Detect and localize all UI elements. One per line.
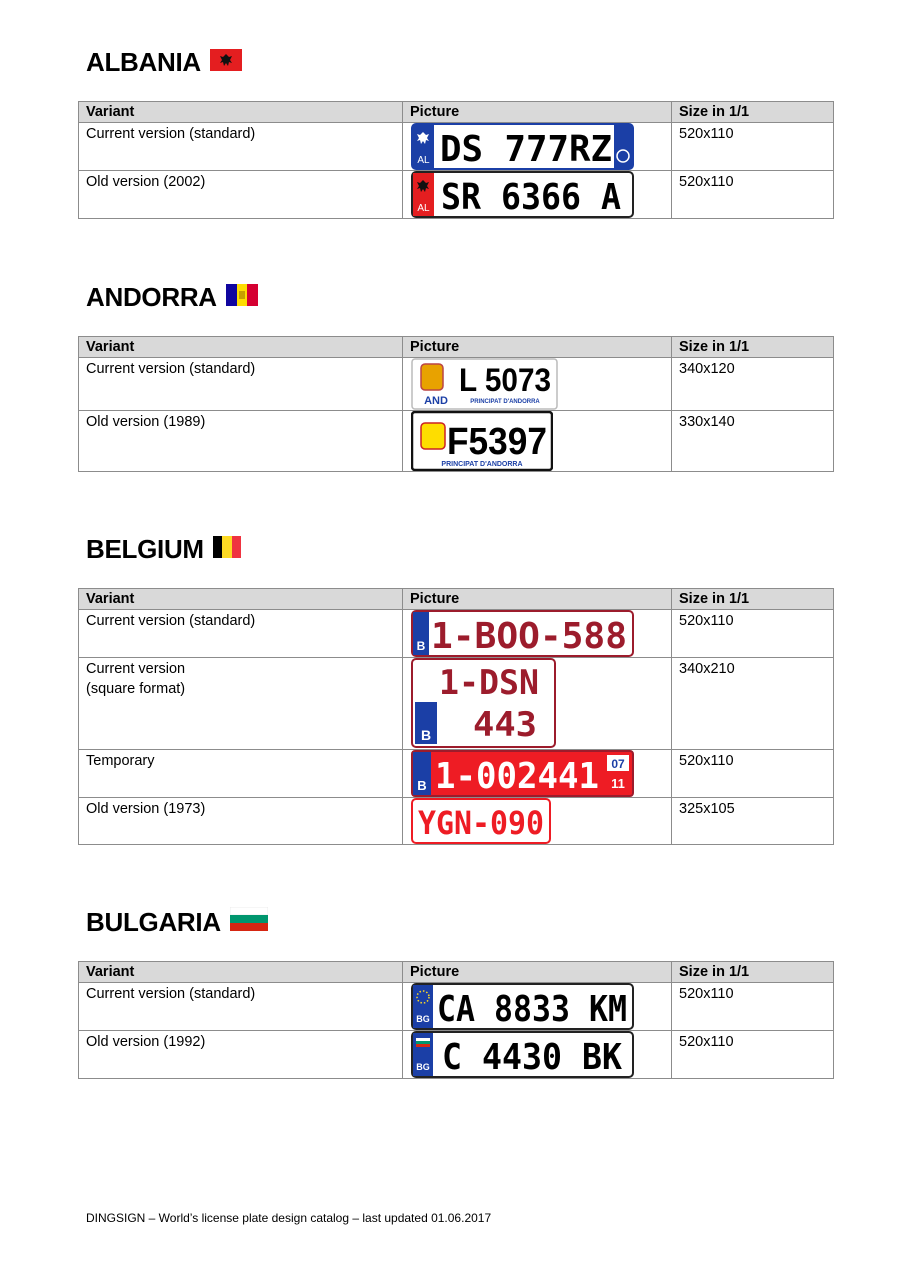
size-cell: 520x110 bbox=[672, 983, 834, 1031]
heading-bulgaria bbox=[86, 906, 833, 938]
plate-number: 1-BOO-588 bbox=[431, 616, 627, 657]
plates-table bbox=[78, 336, 834, 472]
table-header-row bbox=[79, 337, 834, 358]
header-variant: Variant bbox=[79, 589, 403, 610]
picture-cell bbox=[403, 983, 672, 1031]
license-plate-image bbox=[411, 983, 634, 1030]
header-size: Size in 1/1 bbox=[672, 962, 834, 983]
picture-cell bbox=[403, 750, 672, 798]
picture-cell bbox=[403, 171, 672, 219]
plate-badge: AL bbox=[417, 155, 430, 166]
plate-number: C 4430 BK bbox=[442, 1037, 623, 1078]
plate-badge: BG bbox=[416, 1062, 430, 1072]
header-picture: Picture bbox=[403, 589, 672, 610]
sticker-bottom: 11 bbox=[611, 776, 625, 791]
plate-badge: BG bbox=[416, 1014, 430, 1024]
picture-cell bbox=[403, 610, 672, 658]
country-title: ANDORRA bbox=[86, 281, 217, 312]
section-albania bbox=[78, 46, 833, 219]
variant-cell: Current version (standard) bbox=[79, 983, 403, 1031]
license-plate-image bbox=[411, 123, 634, 170]
size-cell: 520x110 bbox=[672, 750, 834, 798]
size-cell: 330x140 bbox=[672, 411, 834, 472]
table-row bbox=[79, 798, 834, 845]
license-plate-image bbox=[411, 798, 551, 844]
belgium-flag-icon bbox=[213, 534, 241, 565]
plate-badge: B bbox=[417, 778, 427, 793]
header-size: Size in 1/1 bbox=[672, 102, 834, 123]
plates-table bbox=[78, 588, 834, 845]
plates-table bbox=[78, 101, 834, 219]
header-picture: Picture bbox=[403, 962, 672, 983]
section-belgium bbox=[78, 533, 833, 845]
table-row bbox=[79, 411, 834, 472]
license-plate-image bbox=[411, 1031, 634, 1078]
plate-badge: AND bbox=[424, 395, 448, 407]
country-title: BULGARIA bbox=[86, 906, 221, 937]
license-plate-image bbox=[411, 750, 634, 797]
variant-line: (square format) bbox=[86, 681, 186, 697]
header-variant: Variant bbox=[79, 962, 403, 983]
picture-cell bbox=[403, 411, 672, 472]
header-variant: Variant bbox=[79, 337, 403, 358]
table-row bbox=[79, 750, 834, 798]
header-size: Size in 1/1 bbox=[672, 337, 834, 358]
picture-cell bbox=[403, 1031, 672, 1079]
license-plate-image bbox=[411, 358, 558, 410]
table-row bbox=[79, 983, 834, 1031]
country-title: BELGIUM bbox=[86, 533, 204, 564]
plate-number: L 5073 bbox=[459, 362, 551, 398]
table-row bbox=[79, 171, 834, 219]
table-row bbox=[79, 1031, 834, 1079]
table-row bbox=[79, 610, 834, 658]
size-cell: 520x110 bbox=[672, 123, 834, 171]
picture-cell bbox=[403, 658, 672, 750]
size-cell: 340x120 bbox=[672, 358, 834, 411]
bulgaria-flag-icon bbox=[230, 907, 268, 938]
size-cell: 520x110 bbox=[672, 171, 834, 219]
plate-caption: PRINCIPAT D'ANDORRA bbox=[441, 461, 523, 468]
picture-cell bbox=[403, 358, 672, 411]
plates-table bbox=[78, 961, 834, 1079]
picture-cell bbox=[403, 798, 672, 845]
picture-cell bbox=[403, 123, 672, 171]
section-andorra bbox=[78, 281, 833, 472]
plate-caption: PRINCIPAT D'ANDORRA bbox=[470, 399, 540, 405]
variant-cell: Current version (standard) bbox=[79, 358, 403, 411]
heading-belgium bbox=[86, 533, 833, 565]
plate-badge: B bbox=[420, 727, 432, 743]
license-plate-image bbox=[411, 411, 553, 471]
size-cell: 520x110 bbox=[672, 1031, 834, 1079]
table-row bbox=[79, 123, 834, 171]
country-title: ALBANIA bbox=[86, 46, 201, 77]
variant-cell: Old version (1973) bbox=[79, 798, 403, 845]
header-picture: Picture bbox=[403, 337, 672, 358]
variant-cell: Old version (2002) bbox=[79, 171, 403, 219]
plate-badge: B bbox=[416, 639, 426, 653]
heading-albania bbox=[86, 46, 833, 78]
andorra-flag-icon bbox=[226, 282, 258, 313]
variant-cell: Old version (1992) bbox=[79, 1031, 403, 1079]
variant-cell bbox=[79, 658, 403, 750]
header-picture: Picture bbox=[403, 102, 672, 123]
plate-badge: AL bbox=[417, 203, 430, 214]
page-footer: DINGSIGN – World’s license plate design catalog – last updated 01.06.2017 bbox=[86, 1211, 492, 1225]
variant-line: Current version bbox=[86, 661, 186, 677]
table-header-row bbox=[79, 589, 834, 610]
section-bulgaria bbox=[78, 906, 833, 1079]
size-cell: 340x210 bbox=[672, 658, 834, 750]
table-header-row bbox=[79, 102, 834, 123]
plate-number: CA 8833 KM bbox=[437, 989, 627, 1030]
heading-andorra bbox=[86, 281, 833, 313]
table-header-row bbox=[79, 962, 834, 983]
variant-cell: Current version (standard) bbox=[79, 610, 403, 658]
variant-cell: Current version (standard) bbox=[79, 123, 403, 171]
plate-number: SR 6366 A bbox=[441, 177, 622, 218]
variant-cell: Temporary bbox=[79, 750, 403, 798]
table-row bbox=[79, 658, 834, 750]
license-plate-image bbox=[411, 610, 634, 657]
header-size: Size in 1/1 bbox=[672, 589, 834, 610]
plate-line-1: 1-DSN bbox=[439, 663, 539, 703]
plate-line-2: 443 bbox=[473, 705, 537, 745]
size-cell: 520x110 bbox=[672, 610, 834, 658]
albania-flag-icon bbox=[210, 47, 242, 78]
variant-cell: Old version (1989) bbox=[79, 411, 403, 472]
plate-number: F5397 bbox=[447, 421, 547, 463]
license-plate-image bbox=[411, 171, 634, 218]
size-cell: 325x105 bbox=[672, 798, 834, 845]
plate-number: DS 777RZ bbox=[440, 129, 612, 170]
header-variant: Variant bbox=[79, 102, 403, 123]
plate-number: YGN-090 bbox=[418, 804, 544, 842]
table-row bbox=[79, 358, 834, 411]
plate-number: 1-002441 bbox=[435, 756, 599, 797]
license-plate-image bbox=[411, 658, 556, 748]
sticker-top: 07 bbox=[611, 757, 625, 771]
